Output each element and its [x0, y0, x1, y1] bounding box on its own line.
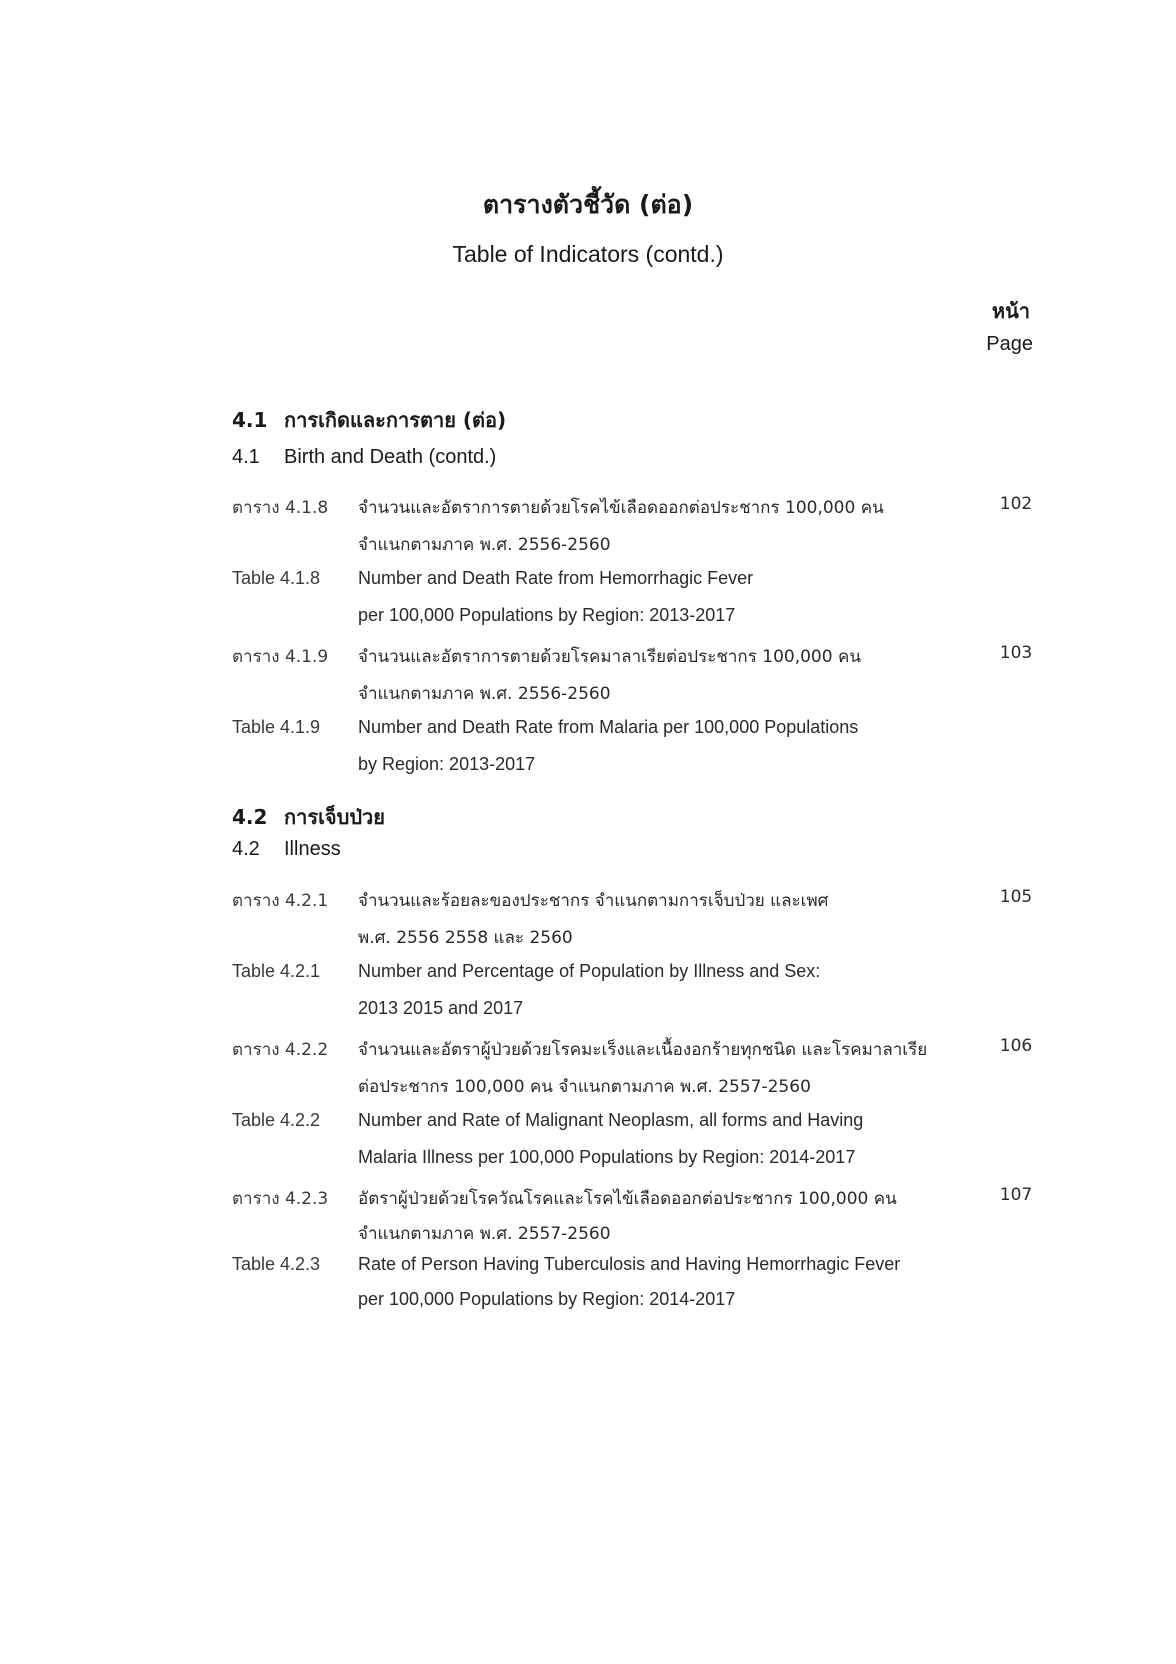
toc-entry-text-english: Number and Percentage of Population by Illness and Sex:	[358, 961, 821, 981]
toc-entry-label-english: Table 4.1.8	[232, 568, 321, 588]
toc-entry-page-number: 105	[999, 887, 1033, 907]
toc-entry-text-thai: ต่อประชากร 100,000 คน จำแนกตามภาค พ.ศ. 2557-2560	[358, 1077, 811, 1097]
toc-entry-label-english: Table 4.2.3	[232, 1254, 321, 1274]
page-title-thai: ตารางตัวชี้วัด (ต่อ)	[482, 190, 694, 219]
toc-entry-label-thai: ตาราง 4.2.3	[232, 1189, 329, 1209]
toc-entry-label-english: Table 4.2.1	[232, 961, 321, 981]
toc-entry-text-english: Number and Death Rate from Hemorrhagic Fever	[358, 568, 754, 588]
section-title: การเกิดและการตาย (ต่อ)	[284, 408, 507, 432]
section-heading-english	[232, 838, 341, 861]
toc-entry-text-thai: จำนวนและอัตราการตายด้วยโรคมาลาเรียต่อประชากร 100,000 คน	[358, 647, 861, 667]
toc-entry-label-thai: ตาราง 4.1.9	[232, 647, 329, 667]
toc-entry-text-english: Malaria Illness per 100,000 Populations by Region: 2014-2017	[358, 1147, 856, 1167]
toc-entry-text-english: 2013 2015 and 2017	[358, 998, 524, 1018]
toc-entry-label-thai: ตาราง 4.2.2	[232, 1040, 329, 1060]
section-heading-thai	[232, 801, 385, 833]
toc-entry-label-english: Table 4.1.9	[232, 717, 321, 737]
toc-entry-text-thai: จำแนกตามภาค พ.ศ. 2557-2560	[358, 1224, 611, 1244]
toc-entry-text-thai: อัตราผู้ป่วยด้วยโรควัณโรคและโรคไข้เลือดออกต่อประชากร 100,000 คน	[358, 1189, 897, 1209]
section-title: การเจ็บป่วย	[284, 805, 385, 829]
toc-entry-label-thai: ตาราง 4.1.8	[232, 498, 329, 518]
toc-entry-text-thai: จำนวนและอัตราผู้ป่วยด้วยโรคมะเร็งและเนื้องอกร้ายทุกชนิด และโรคมาลาเรีย	[358, 1040, 928, 1060]
section-number: 4.2	[232, 805, 268, 829]
toc-entry-text-thai: จำแนกตามภาค พ.ศ. 2556-2560	[358, 535, 611, 555]
page-column-label-thai: หน้า	[991, 299, 1030, 323]
toc-entry-text-thai: พ.ศ. 2556 2558 และ 2560	[358, 928, 573, 948]
toc-entry-text-thai: จำนวนและร้อยละของประชากร จำแนกตามการเจ็บป่วย และเพศ	[358, 891, 829, 911]
toc-entry-label-thai: ตาราง 4.2.1	[232, 891, 329, 911]
toc-entry-text-english: Number and Rate of Malignant Neoplasm, all forms and Having	[358, 1110, 864, 1130]
page-column-label-english: Page	[986, 333, 1033, 355]
toc-entry-page-number: 103	[999, 643, 1033, 663]
toc-entry-text-thai: จำแนกตามภาค พ.ศ. 2556-2560	[358, 684, 611, 704]
toc-entry-page-number: 106	[999, 1036, 1033, 1056]
toc-entry-text-thai: จำนวนและอัตราการตายด้วยโรคไข้เลือดออกต่อประชากร 100,000 คน	[358, 498, 884, 518]
toc-entry-page-number: 107	[999, 1185, 1033, 1205]
section-number: 4.1	[232, 446, 260, 468]
section-title: Illness	[284, 838, 341, 860]
toc-entry-text-english: per 100,000 Populations by Region: 2014-2017	[358, 1289, 736, 1309]
section-number: 4.2	[232, 838, 260, 860]
toc-entry-page-number: 102	[999, 494, 1033, 514]
section-title: Birth and Death (contd.)	[284, 446, 497, 468]
toc-entry-text-english: per 100,000 Populations by Region: 2013-2017	[358, 605, 736, 625]
toc-entry-text-english: by Region: 2013-2017	[358, 754, 536, 774]
section-number: 4.1	[232, 408, 268, 432]
toc-entry-text-english: Rate of Person Having Tuberculosis and Having Hemorrhagic Fever	[358, 1254, 901, 1274]
section-heading-thai	[232, 404, 506, 436]
page-title-english: Table of Indicators (contd.)	[452, 241, 724, 267]
toc-entry-label-english: Table 4.2.2	[232, 1110, 321, 1130]
section-heading-english	[232, 446, 496, 469]
toc-entry-text-english: Number and Death Rate from Malaria per 100,000 Populations	[358, 717, 859, 737]
